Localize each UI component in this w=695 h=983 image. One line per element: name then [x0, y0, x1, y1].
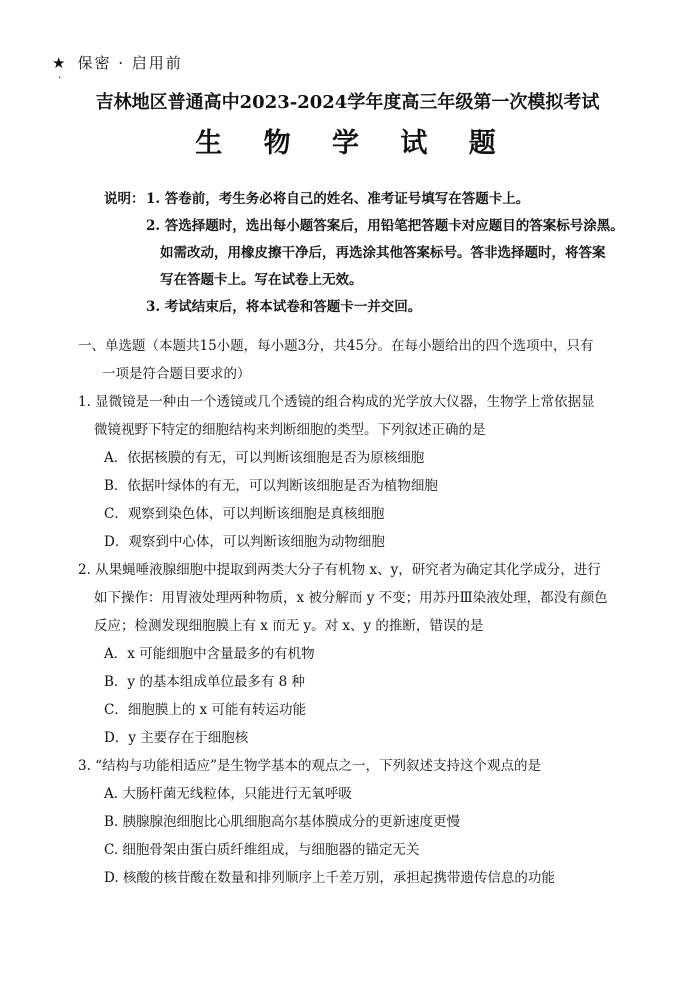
- question-1-option-a: A．依据核膜的有无，可以判断该细胞是否为原核细胞: [104, 450, 425, 466]
- instruction-1: [104, 186, 644, 213]
- question-1-option-b: B．依据叶绿体的有无，可以判断该细胞是否为植物细胞: [104, 478, 438, 494]
- question-3-option-d: D. 核酸的核苷酸在数量和排列顺序上千差万别，承担起携带遗传信息的功能: [104, 870, 555, 886]
- secret-text: 保密 · 启用前: [77, 54, 183, 72]
- question-2-option-c: C．细胞膜上的 x 可能有转运功能: [104, 702, 307, 718]
- exam-title: 吉林地区普通高中2023-2024学年度高三年级第一次模拟考试: [95, 92, 600, 113]
- dot-mark: ·: [58, 73, 62, 84]
- question-content: [78, 332, 638, 892]
- instruction-2-cont: 写在答题卡上。写在试卷上无效。: [160, 272, 363, 288]
- question-2-option-d: D．y 主要存在于细胞核: [104, 730, 249, 746]
- question-2-stem: 2. 从果蝇唾液腺细胞中提取到两类大分子有机物 x、y，研究者为确定其化学成分，进行: [78, 562, 601, 578]
- question-1-option-d: D．观察到中心体，可以判断该细胞为动物细胞: [104, 534, 385, 550]
- instruction-2: 2. 答选择题时，选出每小题答案后，用铅笔把答题卡对应题目的答案标号涂黑。: [146, 218, 624, 234]
- star-icon: ★: [52, 54, 68, 72]
- question-2-stem-cont: 反应；检测发现细胞膜上有 x 而无 y。对 x、y 的推断，错误的是: [94, 618, 484, 634]
- question-3-stem: 3. “结构与功能相适应”是生物学基本的观点之一，下列叙述支持这个观点的是: [78, 758, 541, 774]
- question-2-option-a: A．x 可能细胞中含量最多的有机物: [104, 646, 315, 662]
- instructions-label: 说明：: [104, 191, 145, 207]
- instruction-text: 1. 答卷前，考生务必将自己的姓名、准考证号填写在答题卡上。: [146, 191, 530, 207]
- section-heading-cont: 一项是符合题目要求的）: [102, 366, 251, 382]
- question-1-stem: 1. 显微镜是一种由一个透镜或几个透镜的组合构成的光学放大仪器，生物学上常依据显: [78, 394, 595, 410]
- instructions: [104, 186, 644, 321]
- confidential-label: [52, 52, 183, 73]
- instruction-2-cont: 如需改动，用橡皮擦干净后，再选涂其他答案标号。答非选择题时，将答案: [160, 245, 606, 261]
- question-1-stem-cont: 微镜视野下特定的细胞结构来判断细胞的类型。下列叙述正确的是: [94, 422, 486, 438]
- question-2-option-b: B．y 的基本组成单位最多有 8 种: [104, 674, 306, 690]
- instruction-3: 3. 考试结束后，将本试卷和答题卡一并交回。: [146, 299, 422, 315]
- question-3-option-b: B. 胰腺腺泡细胞比心肌细胞高尔基体膜成分的更新速度更慢: [104, 814, 461, 830]
- question-3-option-a: A. 大肠杆菌无线粒体，只能进行无氧呼吸: [104, 786, 352, 802]
- question-3-option-c: C. 细胞骨架由蛋白质纤维组成，与细胞器的锚定无关: [104, 842, 420, 858]
- question-1-option-c: C．观察到染色体，可以判断该细胞是真核细胞: [104, 506, 385, 522]
- question-2-stem-cont: 如下操作：用胃液处理两种物质，x 被分解而 y 不变；用苏丹Ⅲ染液处理，都没有颜色: [94, 590, 608, 606]
- subject-title: 生 物 学 试 题: [195, 128, 512, 159]
- section-heading: 一、单选题（本题共15小题，每小题3分，共45分。在每小题给出的四个选项中，只有: [78, 338, 594, 354]
